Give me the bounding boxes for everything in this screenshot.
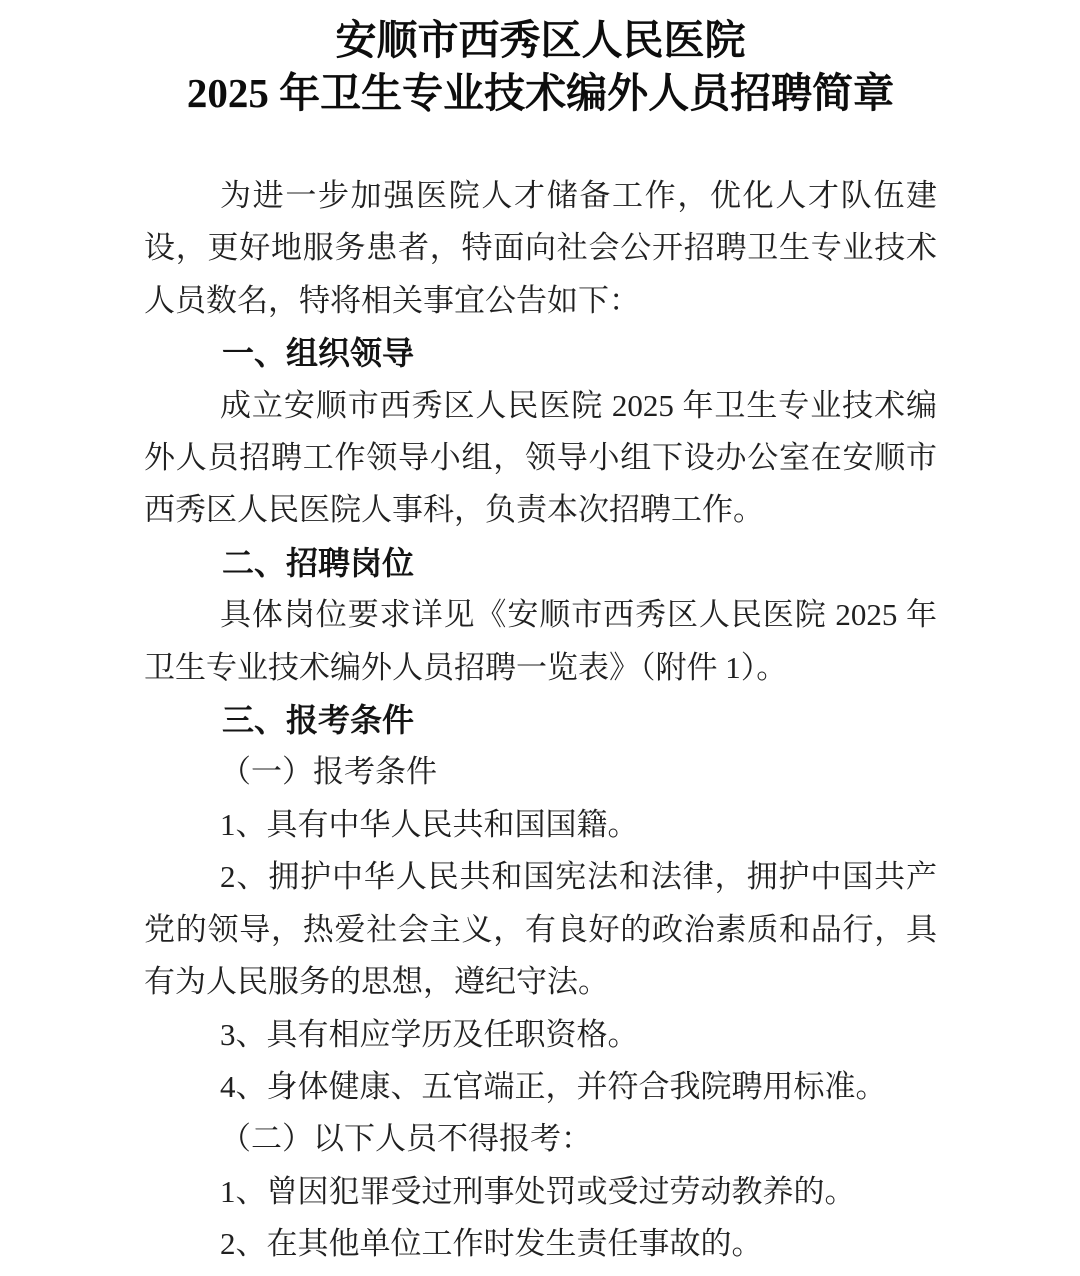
paragraph: 1、曾因犯罪受过刑事处罚或受过劳动教养的。 (220, 1173, 856, 1209)
document-title-line-1: 安顺市西秀区人民医院 (335, 17, 746, 63)
section-heading-organization: 一、组织领导 (222, 335, 415, 372)
document-title-line-2: 2025 年卫生专业技术编外人员招聘简章 (186, 70, 895, 116)
section-heading-requirements: 三、报考条件 (222, 702, 415, 739)
paragraph: 1、具有中华人民共和国国籍。 (220, 806, 639, 842)
document-body (144, 170, 937, 1271)
intro-paragraph: 为进一步加强医院人才储备工作，优化人才队伍建设，更好地服务患者，特面向社会公开招聘卫生专业技术人员数名，特将相关事宜公告如下： (144, 178, 937, 318)
paragraph: 3、具有相应学历及任职资格。 (220, 1016, 639, 1052)
paragraph: （一）报考条件 (220, 754, 437, 790)
document-title (144, 14, 937, 120)
paragraph: 2、在其他单位工作时发生责任事故的。 (220, 1226, 763, 1262)
section-heading-positions: 二、招聘岗位 (222, 544, 415, 581)
paragraph: 4、身体健康、五官端正，并符合我院聘用标准。 (220, 1068, 887, 1104)
paragraph: 具体岗位要求详见《安顺市西秀区人民医院 2025 年卫生专业技术编外人员招聘一览表》（附件 1）。 (144, 597, 937, 685)
paragraph: （二）以下人员不得报考： (220, 1121, 592, 1157)
paragraph: 成立安顺市西秀区人民医院 2025 年卫生专业技术编外人员招聘工作领导小组，领导小组下设办公室在安顺市西秀区人民医院人事科，负责本次招聘工作。 (144, 387, 937, 528)
paragraph: 2、拥护中华人民共和国宪法和法律，拥护中国共产党的领导，热爱社会主义，有良好的政治素质和品行，具有为人民服务的思想，遵纪守法。 (144, 859, 937, 1000)
